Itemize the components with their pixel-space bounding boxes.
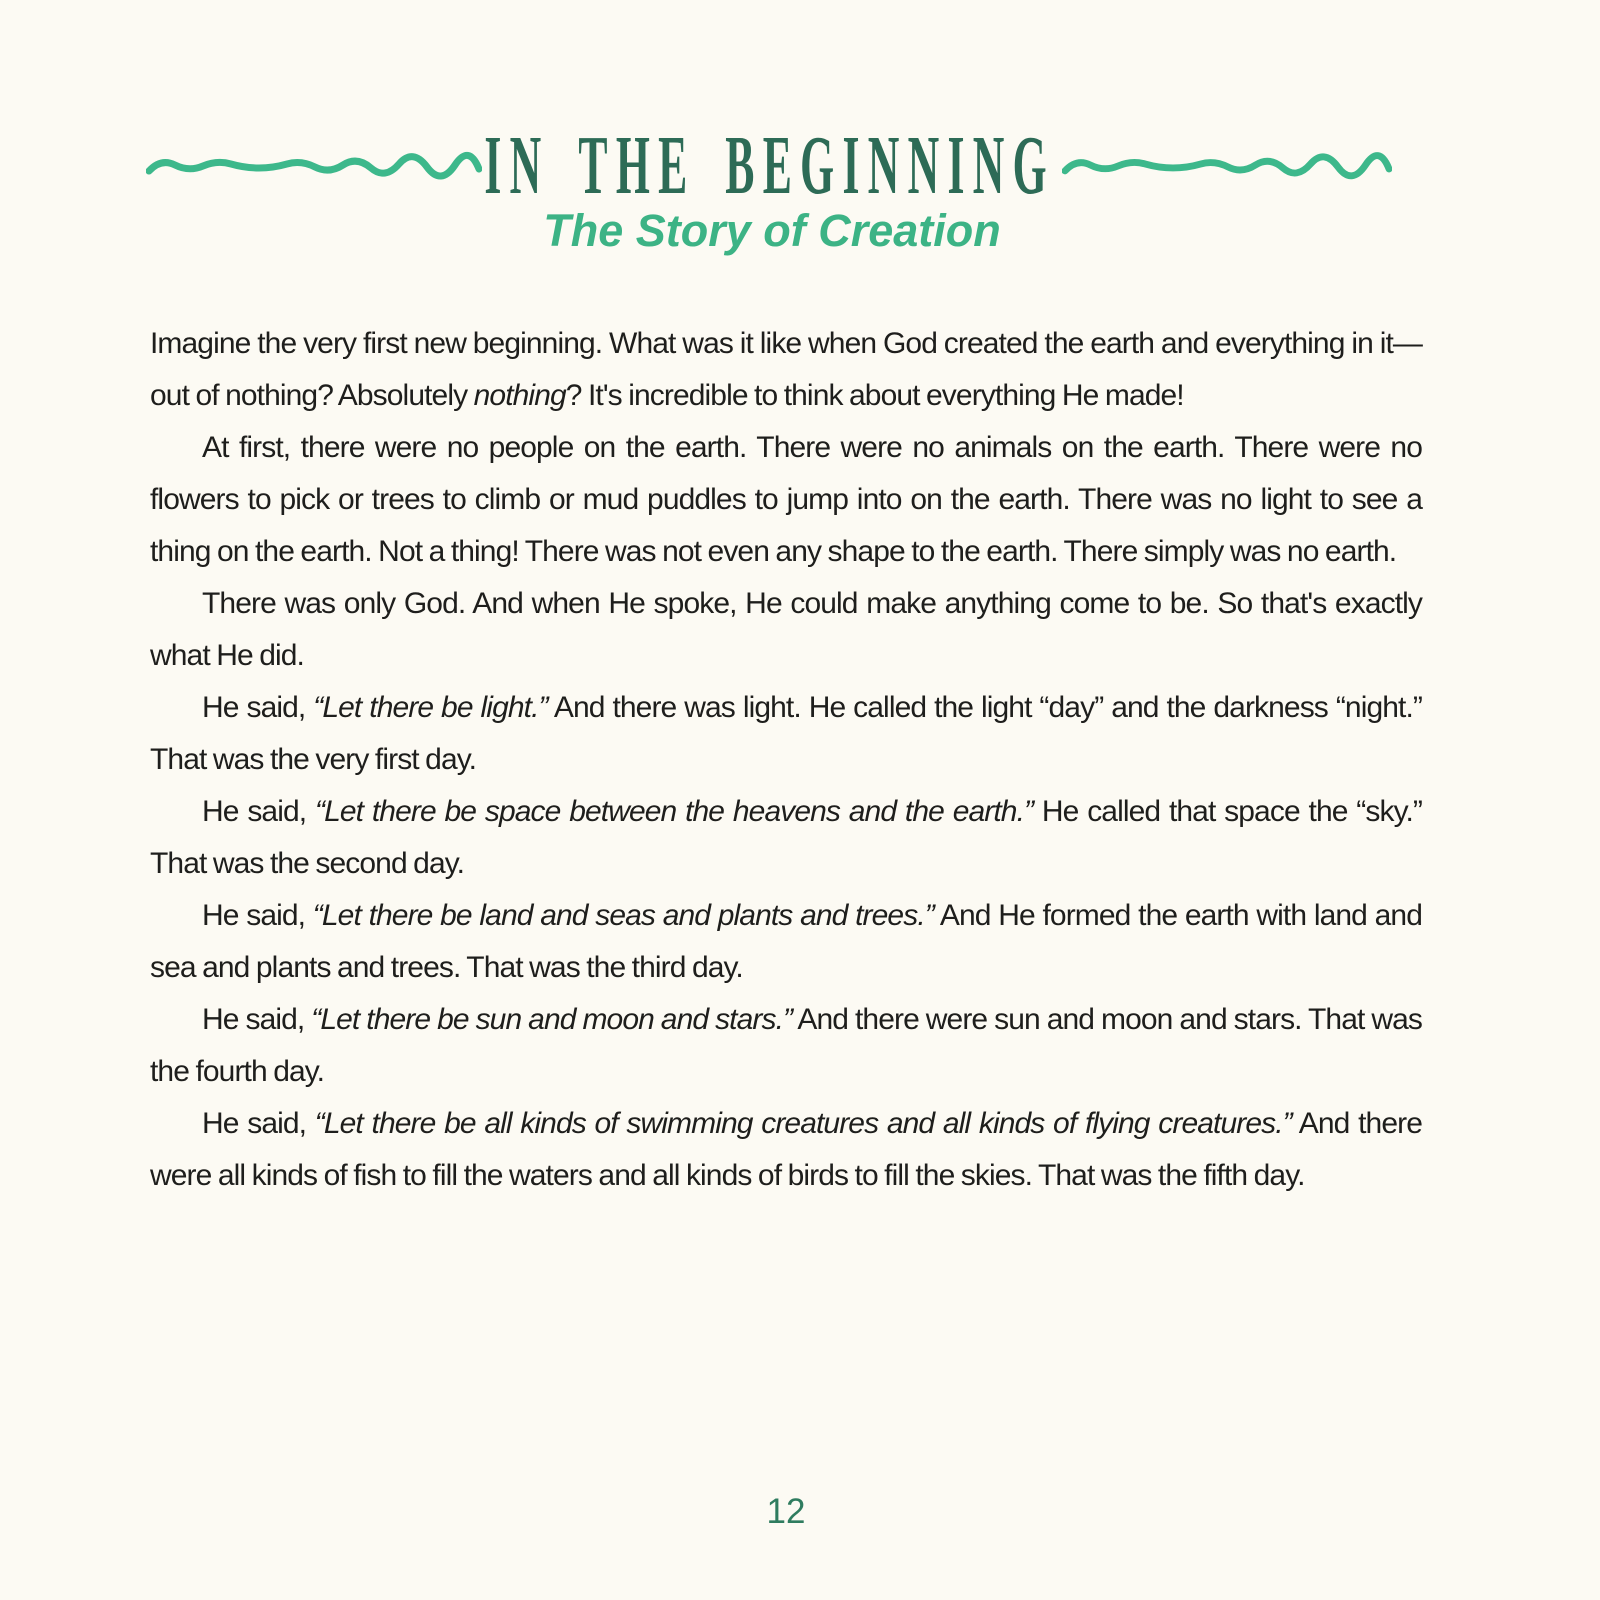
paragraph (150, 682, 1422, 786)
text-run: At first, there were no people on the earth. There were no animals on the earth. There were no flowers to pick or trees to climb or mud puddles to jump into on the earth. There was no light to see a thing on the earth. Not a thing! There was not even any shape to the earth. There simply was no earth. (150, 431, 1422, 568)
text-run: Imagine the very first new beginning. What was it like when God created the earth and everything in it—out of nothing? Absolutely (150, 327, 1422, 412)
chapter-title-text: IN THE BEGINNING (484, 119, 1056, 212)
italic-text-run: “Let there be all kinds of swimming creatures and all kinds of flying creatures.” (314, 1107, 1292, 1140)
text-run: He said, (202, 1003, 312, 1036)
text-run: And He formed the earth with land and sea and plants and trees. That was the third day. (150, 899, 1422, 984)
text-run: He said, (202, 691, 314, 724)
text-run: ? It's incredible to think about everything He made! (565, 379, 1184, 412)
italic-text-run: “Let there be sun and moon and stars.” (311, 1003, 793, 1036)
text-run: He said, (202, 795, 315, 828)
paragraph (150, 422, 1422, 578)
squiggle-divider-right-icon (1062, 150, 1392, 182)
paragraph (150, 1098, 1422, 1202)
paragraph (150, 786, 1422, 890)
italic-text-run: “Let there be light.” (313, 691, 548, 724)
body-text (150, 318, 1422, 1202)
page-number: 12 (766, 1492, 806, 1531)
paragraph (150, 318, 1422, 422)
text-run: He said, (202, 1107, 315, 1140)
italic-text-run: nothing (473, 379, 566, 412)
text-run: He called that space the “sky.” That was the second day. (150, 795, 1422, 880)
paragraph (150, 578, 1422, 682)
chapter-subtitle: The Story of Creation (543, 205, 1001, 256)
text-run: He said, (202, 899, 313, 932)
italic-text-run: “Let there be space between the heavens and the earth.” (314, 795, 1034, 828)
paragraph (150, 994, 1422, 1098)
text-run: And there was light. He called the light “day” and the darkness “night.” That was the very first day. (150, 691, 1422, 776)
italic-text-run: “Let there be land and seas and plants and trees.” (312, 899, 934, 932)
text-run: And there were sun and moon and stars. That was the fourth day. (150, 1003, 1422, 1088)
paragraph (150, 890, 1422, 994)
text-run: There was only God. And when He spoke, He could make anything come to be. So that's exactly what He did. (150, 587, 1422, 672)
text-run: And there were all kinds of fish to fill the waters and all kinds of birds to fill the skies. That was the fifth day. (150, 1107, 1422, 1192)
